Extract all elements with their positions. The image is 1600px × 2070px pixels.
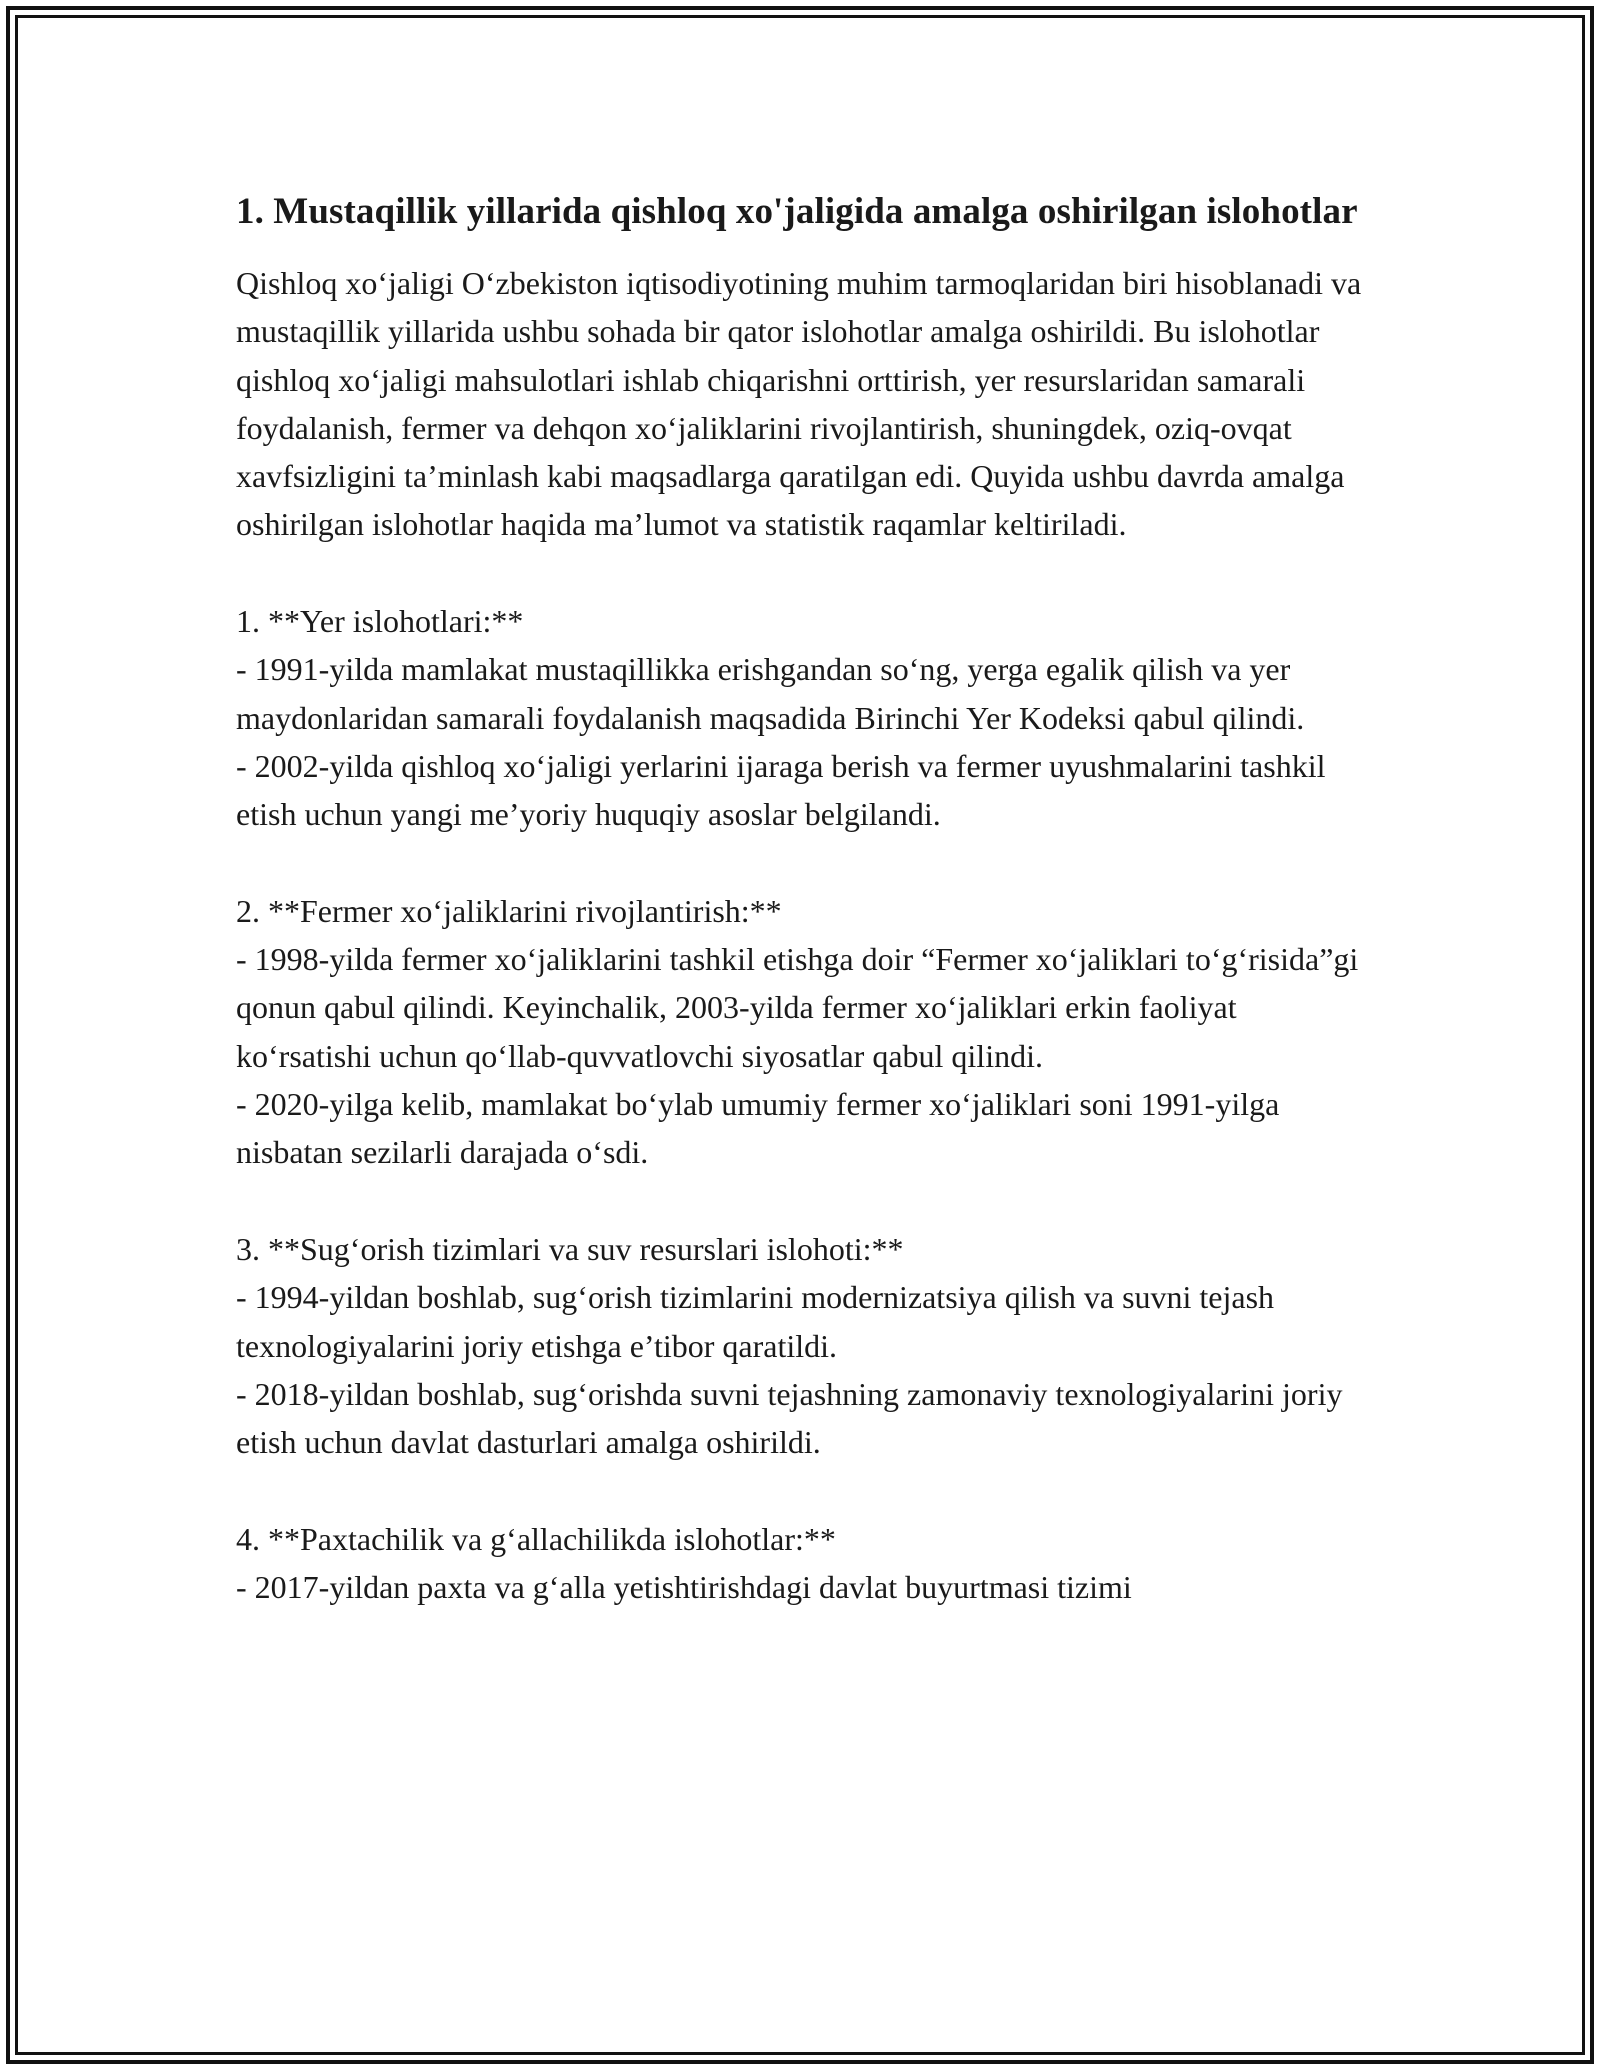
list-item: - 2002-yilda qishloq xo‘jaligi yerlarini ijaraga berish va fermer uyushmalarini tashkil etish uchun yangi me’yoriy huquqiy asoslar belgilandi. (236, 747, 1326, 833)
list-item: - 2017-yildan paxta va g‘alla yetishtirishdagi davlat buyurtmasi tizimi (236, 1569, 1132, 1606)
section-land-reforms (236, 597, 1376, 838)
list-item: - 2020-yilga kelib, mamlakat bo‘ylab umumiy fermer xo‘jaliklari soni 1991-yilga nisbatan sezilarli darajada o‘sdi. (236, 1086, 1280, 1171)
intro-paragraph: Qishloq xo‘jaligi O‘zbekiston iqtisodiyotining muhim tarmoqlaridan biri hisoblanadi va mustaqillik yillarida ushbu sohada bir qator islohotlar amalga oshirildi. Bu islohotlar qishloq xo‘jaligi mahsulotlari ishlab chiqarishni orttirish, yer resurslaridan samarali foydalanish, fermer va dehqon xo‘jaliklarini rivojlantirish, shuningdek, oziq-ovqat xavfsizligini ta’minlash kabi maqsadlarga qaratilgan edi. Quyida ushbu davrda amalga oshirilgan islohotlar haqida ma’lumot va statistik raqamlar keltiriladi. (236, 265, 1362, 543)
section-heading: 4. **Paxtachilik va g‘allachilikda islohotlar:** (236, 1520, 836, 1557)
section-irrigation-reforms (236, 1225, 1376, 1466)
paragraph-spacer (236, 549, 1376, 597)
paragraph-spacer (236, 839, 1376, 887)
document-page (236, 184, 1376, 1611)
section-cotton-grain-reforms (236, 1515, 1376, 1612)
list-item: - 1994-yildan boshlab, sug‘orish tizimlarini modernizatsiya qilish va suvni tejash texnologiyalarini joriy etishga e’tibor qaratildi. (236, 1279, 1275, 1364)
section-heading: 3. **Sug‘orish tizimlari va suv resurslari islohoti:** (236, 1230, 904, 1267)
document-title: 1. Mustaqillik yillarida qishloq xo'jaligida amalga oshirilgan islohotlar (236, 191, 1358, 232)
section-heading: 2. **Fermer xo‘jaliklarini rivojlantirish:** (236, 892, 782, 929)
paragraph-spacer (236, 1177, 1376, 1225)
list-item: - 2018-yildan boshlab, sug‘orishda suvni tejashning zamonaviy texnologiyalarini joriy etish uchun davlat dasturlari amalga oshirildi. (236, 1375, 1343, 1461)
list-item: - 1991-yilda mamlakat mustaqillikka erishgandan so‘ng, yerga egalik qilish va yer maydonlaridan samarali foydalanish maqsadida Birinchi Yer Kodeksi qabul qilindi. (236, 651, 1305, 736)
paragraph-spacer (236, 1466, 1376, 1514)
section-farm-development (236, 887, 1376, 1177)
list-item: - 1998-yilda fermer xo‘jaliklarini tashkil etishga doir “Fermer xo‘jaliklari to‘g‘risida”gi qonun qabul qilindi. Keyinchalik, 2003-yilda fermer xo‘jaliklari erkin faoliyat ko‘rsatishi uchun qo‘llab-quvvatlovchi siyosatlar qabul qilindi. (236, 941, 1359, 1074)
section-heading: 1. **Yer islohotlari:** (236, 603, 524, 640)
